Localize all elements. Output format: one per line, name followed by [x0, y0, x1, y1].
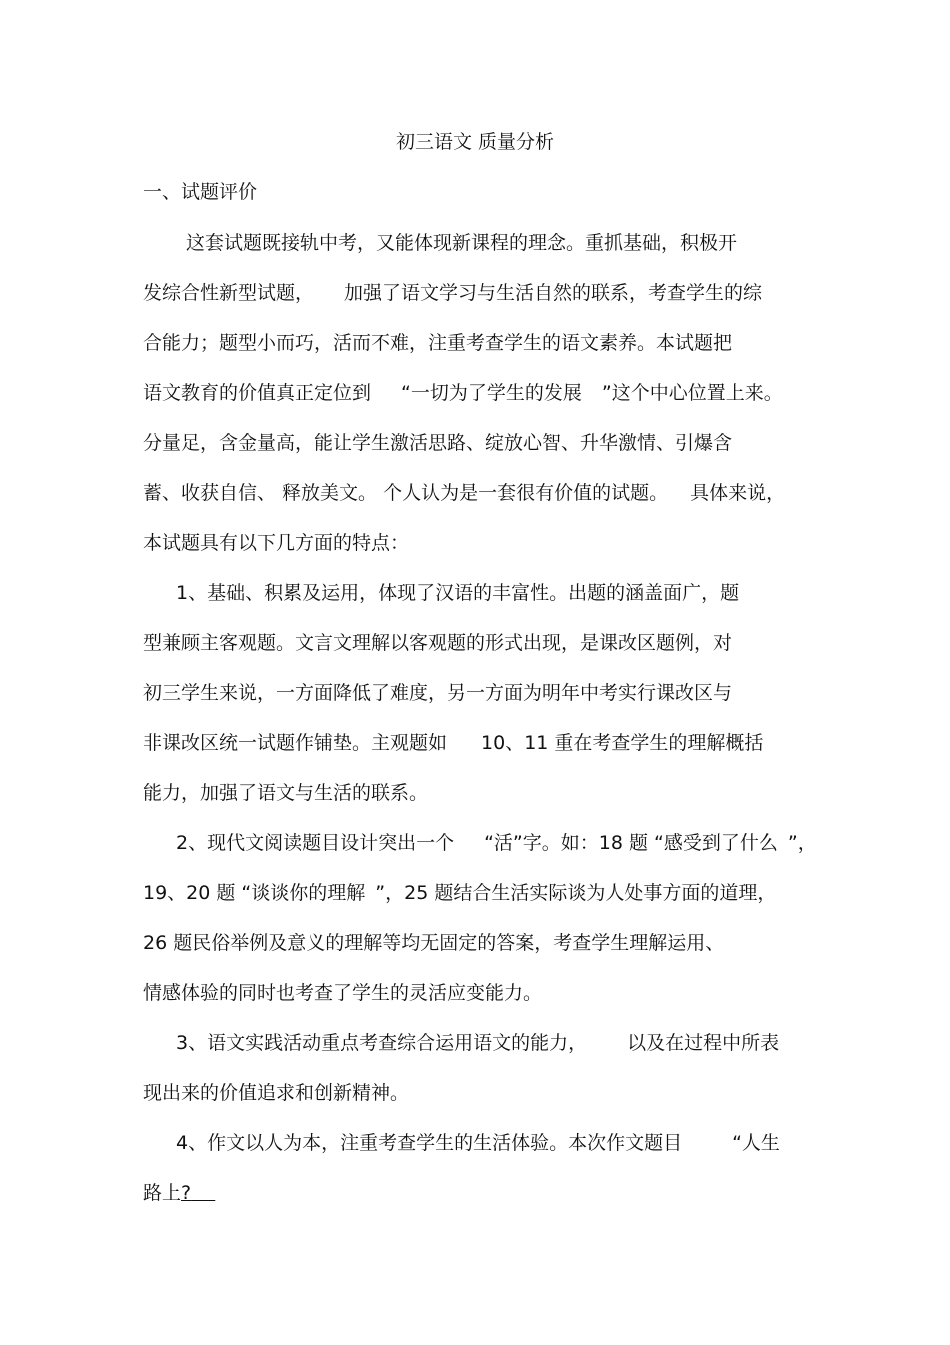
text-line: 19、20 题 “谈谈你的理解 ”，25 题结合生活实际谈为人处事方面的道理，: [143, 882, 777, 904]
text-line: 语文教育的价值真正定位到 “一切为了学生的发展 ”这个中心位置上来。: [143, 382, 783, 404]
text-line: 路上?: [143, 1182, 192, 1204]
text-line: 3、语文实践活动重点考查综合运用语文的能力， 以及在过程中所表: [176, 1032, 780, 1054]
text-line: 情感体验的同时也考查了学生的灵活应变能力。: [143, 982, 543, 1004]
text-line: 分量足，含金量高，能让学生激活思路、绽放心智、升华激情、引爆含: [143, 432, 733, 454]
text-line: 1、基础、积累及运用，体现了汉语的丰富性。出题的涵盖面广，题: [176, 582, 740, 604]
text-line: 现出来的价值追求和创新精神。: [143, 1082, 410, 1104]
text-line: 2、现代文阅读题目设计突出一个 “活”字。如：18 题 “感受到了什么 ”，: [176, 832, 817, 854]
text-line: 非课改区统一试题作铺垫。主观题如 10、11 重在考查学生的理解概括: [143, 732, 764, 754]
document-title: 初三语文 质量分析: [395, 131, 555, 153]
text-line: 初三学生来说，一方面降低了难度，另一方面为明年中考实行课改区与: [143, 682, 733, 704]
text-line: 4、作文以人为本，注重考查学生的生活体验。本次作文题目 “人生: [176, 1132, 780, 1154]
text-line: 合能力；题型小而巧，活而不难，注重考查学生的语文素养。本试题把: [143, 332, 733, 354]
text-line: 型兼顾主客观题。文言文理解以客观题的形式出现，是课改区题例，对: [143, 632, 733, 654]
text-line: 蓄、收获自信、 释放美文。 个人认为是一套很有价值的试题。 具体来说，: [143, 482, 786, 504]
text-line: 发综合性新型试题， 加强了语文学习与生活自然的联系，考查学生的综: [143, 282, 763, 304]
text-line: 能力，加强了语文与生活的联系。: [143, 782, 429, 804]
section-heading: 一、试题评价: [143, 181, 258, 203]
text-line: 26 题民俗举例及意义的理解等均无固定的答案，考查学生理解运用、: [143, 932, 725, 954]
text-line: 本试题具有以下几方面的特点：: [143, 532, 410, 554]
text-line: 这套试题既接轨中考，又能体现新课程的理念。重抓基础，积极开: [186, 232, 738, 254]
